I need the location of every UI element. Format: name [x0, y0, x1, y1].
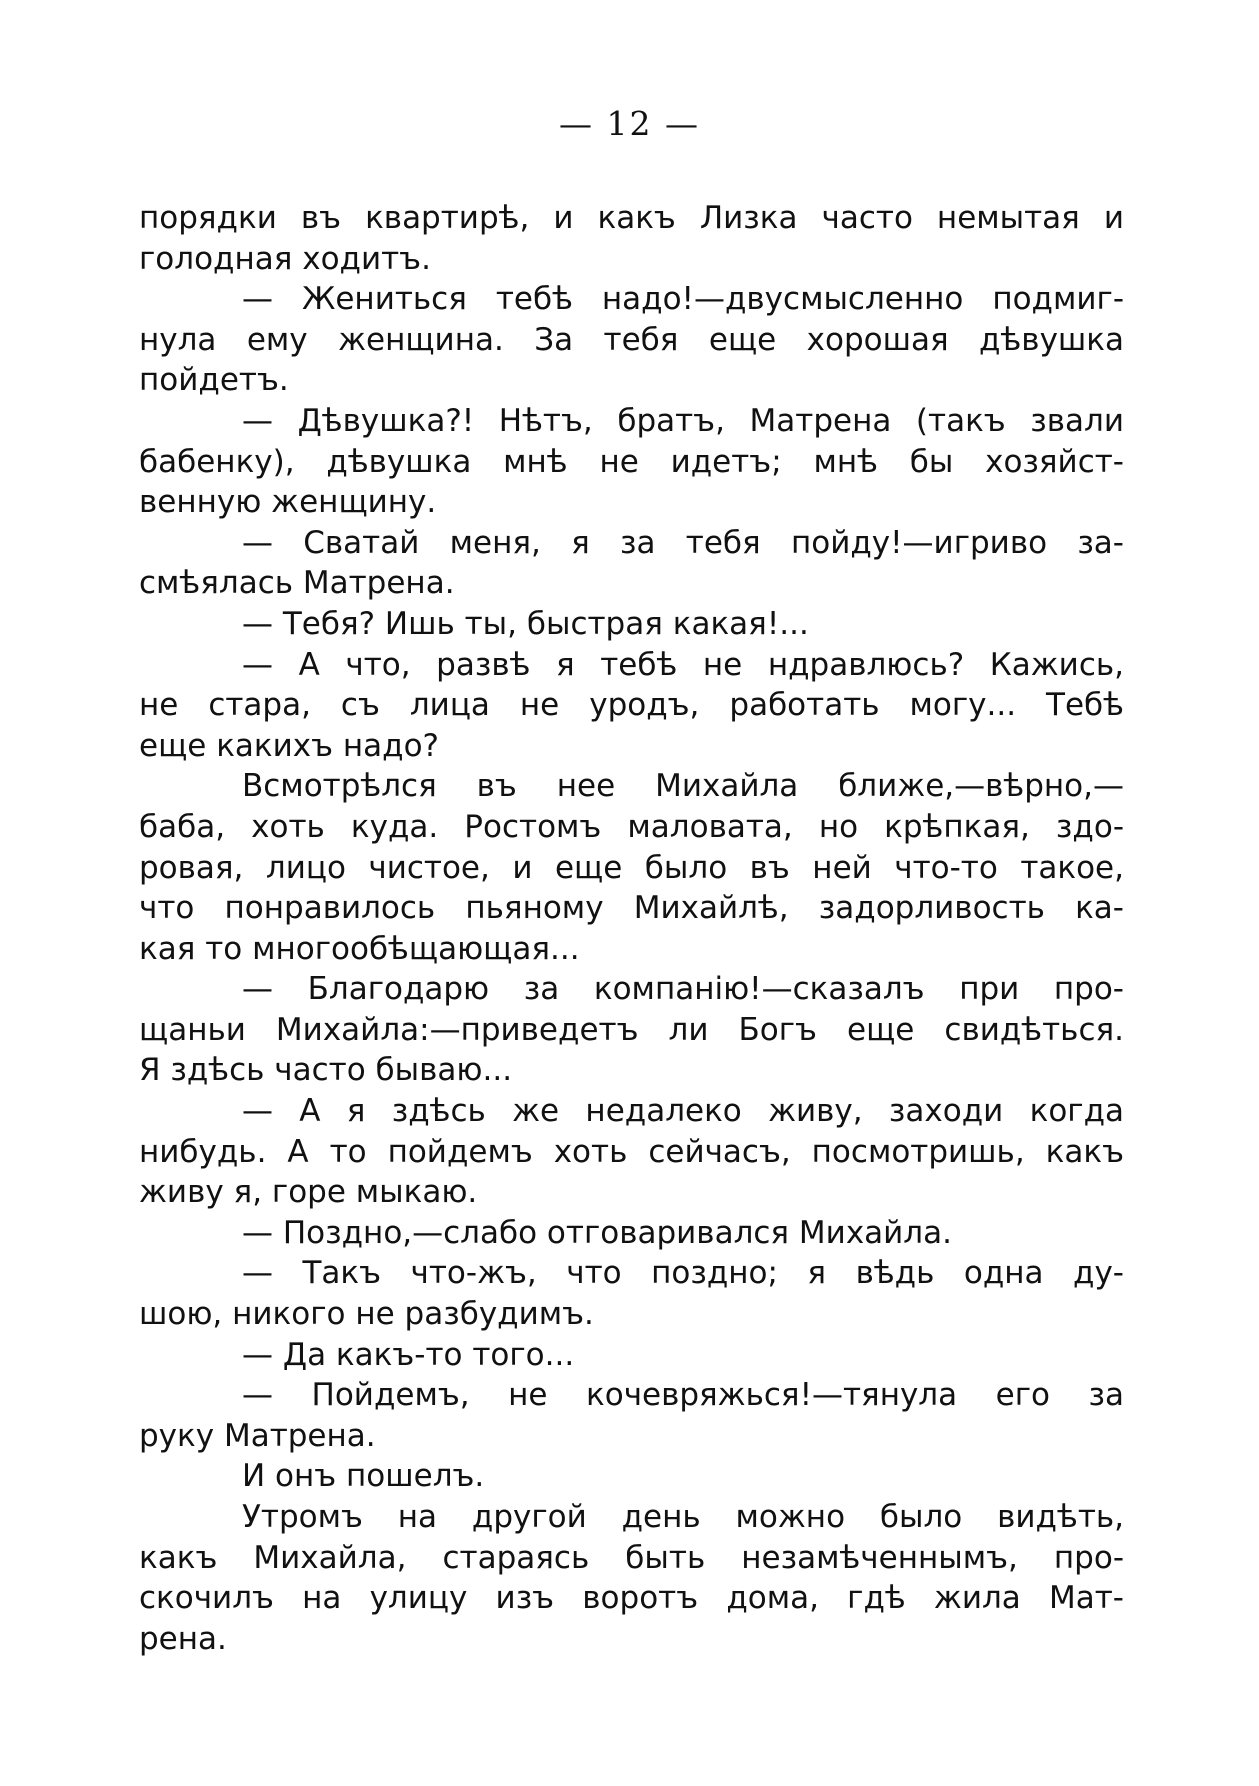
text-line: нула ему женщина. За тебя еще хорошая дѣвушка [139, 321, 1124, 358]
text-line: баба, хоть куда. Ростомъ маловата, но крѣпкая, здо- [139, 808, 1124, 845]
text-line: бабенку), дѣвушка мнѣ не идетъ; мнѣ бы хозяйст- [139, 443, 1124, 480]
text-line: — Да какъ-то того... [242, 1336, 575, 1373]
text-line: скочилъ на улицу изъ воротъ дома, гдѣ жила Мат- [139, 1580, 1124, 1617]
text-line: — А что, развѣ я тебѣ не ндравлюсь? Кажись, [242, 646, 1124, 683]
text-line: порядки въ квартирѣ, и какъ Лизка часто немытая и [139, 200, 1124, 236]
text-line: Утромъ на другой день можно было видѣть, [242, 1499, 1124, 1535]
text-line: шою, никого не разбудимъ. [139, 1296, 594, 1333]
text-line: смѣялась Матрена. [139, 565, 455, 602]
text-line: что понравилось пьяному Михайлѣ, задорливость ка- [139, 890, 1124, 927]
text-line: И онъ пошелъ. [242, 1458, 485, 1495]
text-line: руку Матрена. [139, 1417, 376, 1454]
text-line: еще какихъ надо? [139, 727, 440, 764]
text-line: щаньи Михайла:—приведетъ ли Богъ еще свидѣться. [139, 1011, 1124, 1048]
text-line: — Такъ что-жъ, что поздно; я вѣдь одна ду- [242, 1255, 1124, 1292]
text-line: — Благодарю за компанію!—сказалъ при про- [242, 971, 1124, 1008]
text-line: венную женщину. [139, 484, 437, 521]
text-line: Я здѣсь часто бываю... [139, 1052, 513, 1089]
page-number: — 12 — [559, 104, 700, 143]
text-line: ровая, лицо чистое, и еще было въ ней что-то такое, [139, 849, 1124, 886]
text-line: живу я, горе мыкаю. [139, 1174, 478, 1211]
text-line: какъ Михайла, стараясь быть незамѣченнымъ, про- [139, 1539, 1124, 1576]
text-line: не стара, съ лица не уродъ, работать могу... Тебѣ [139, 687, 1124, 724]
text-line: Всмотрѣлся въ нее Михайла ближе,—вѣрно,— [242, 768, 1124, 805]
text-line: кая то многообѣщающая... [139, 930, 580, 967]
text-line: пойдетъ. [139, 362, 289, 399]
text-line: — Дѣвушка?! Нѣтъ, братъ, Матрена (такъ звали [242, 402, 1124, 439]
text-line: — Поздно,—слабо отговаривался Михайла. [242, 1214, 952, 1251]
text-line: голодная ходитъ. [139, 240, 431, 277]
text-line: — Тебя? Ишь ты, быстрая какая!... [242, 605, 809, 642]
text-line: рена. [139, 1620, 227, 1657]
text-line: — Жениться тебѣ надо!—двусмысленно подмиг- [242, 281, 1124, 318]
text-line: нибудь. А то пойдемъ хоть сейчасъ, посмотришь, какъ [139, 1133, 1124, 1170]
text-line: — А я здѣсь же недалеко живу, заходи когда [242, 1093, 1124, 1130]
text-line: — Пойдемъ, не кочевряжься!—тянула его за [242, 1377, 1124, 1414]
body-text [139, 198, 1124, 1659]
text-line: — Сватай меня, я за тебя пойду!—игриво за- [242, 524, 1124, 561]
